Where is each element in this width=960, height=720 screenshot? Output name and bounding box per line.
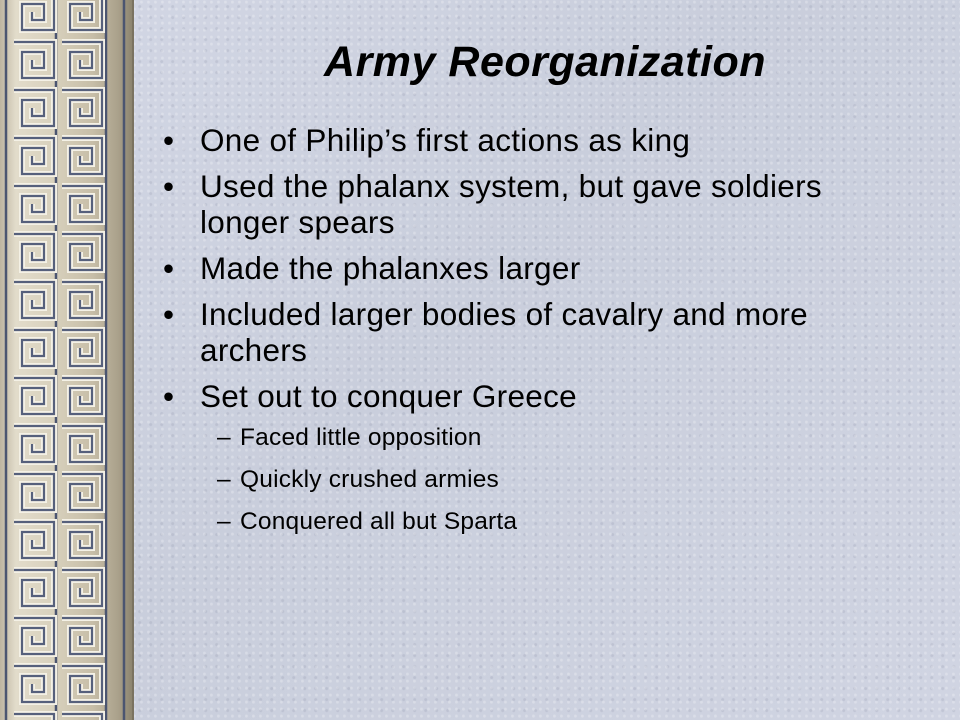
bullet-item — [163, 378, 863, 414]
bullet-text: One of Philip’s first actions as king — [200, 122, 691, 158]
bullet-text: Used the phalanx system, but gave soldiers longer spears — [200, 168, 822, 240]
sub-bullet-text: Faced little opposition — [240, 424, 482, 451]
bullet-item — [163, 168, 863, 240]
bullet-glyph: • — [163, 122, 175, 158]
sub-bullet-glyph: – — [217, 466, 231, 493]
sub-bullet-list — [163, 424, 863, 536]
sub-bullet-item — [163, 508, 863, 536]
sub-bullet-text: Quickly crushed armies — [240, 466, 500, 493]
bullet-glyph: • — [163, 250, 175, 286]
slide-title: Army Reorganization — [324, 38, 766, 86]
bullet-text: Made the phalanxes larger — [200, 250, 581, 286]
bullet-text: Included larger bodies of cavalry and more archers — [200, 296, 808, 368]
bullet-item — [163, 250, 863, 286]
sub-bullet-item — [163, 424, 863, 452]
bullet-glyph: • — [163, 168, 175, 204]
sub-bullet-glyph: – — [217, 508, 231, 535]
sub-bullet-glyph: – — [217, 424, 231, 451]
sub-bullet-item — [163, 466, 863, 494]
greek-key-border — [0, 0, 134, 720]
sub-bullet-text: Conquered all but Sparta — [240, 508, 518, 535]
bullet-glyph: • — [163, 378, 175, 414]
bullet-item — [163, 122, 863, 158]
greek-key-pattern-icon — [0, 0, 132, 720]
bullet-glyph: • — [163, 296, 175, 332]
bullet-text: Set out to conquer Greece — [200, 378, 577, 414]
bullet-item — [163, 296, 863, 368]
bullet-list — [163, 122, 863, 550]
